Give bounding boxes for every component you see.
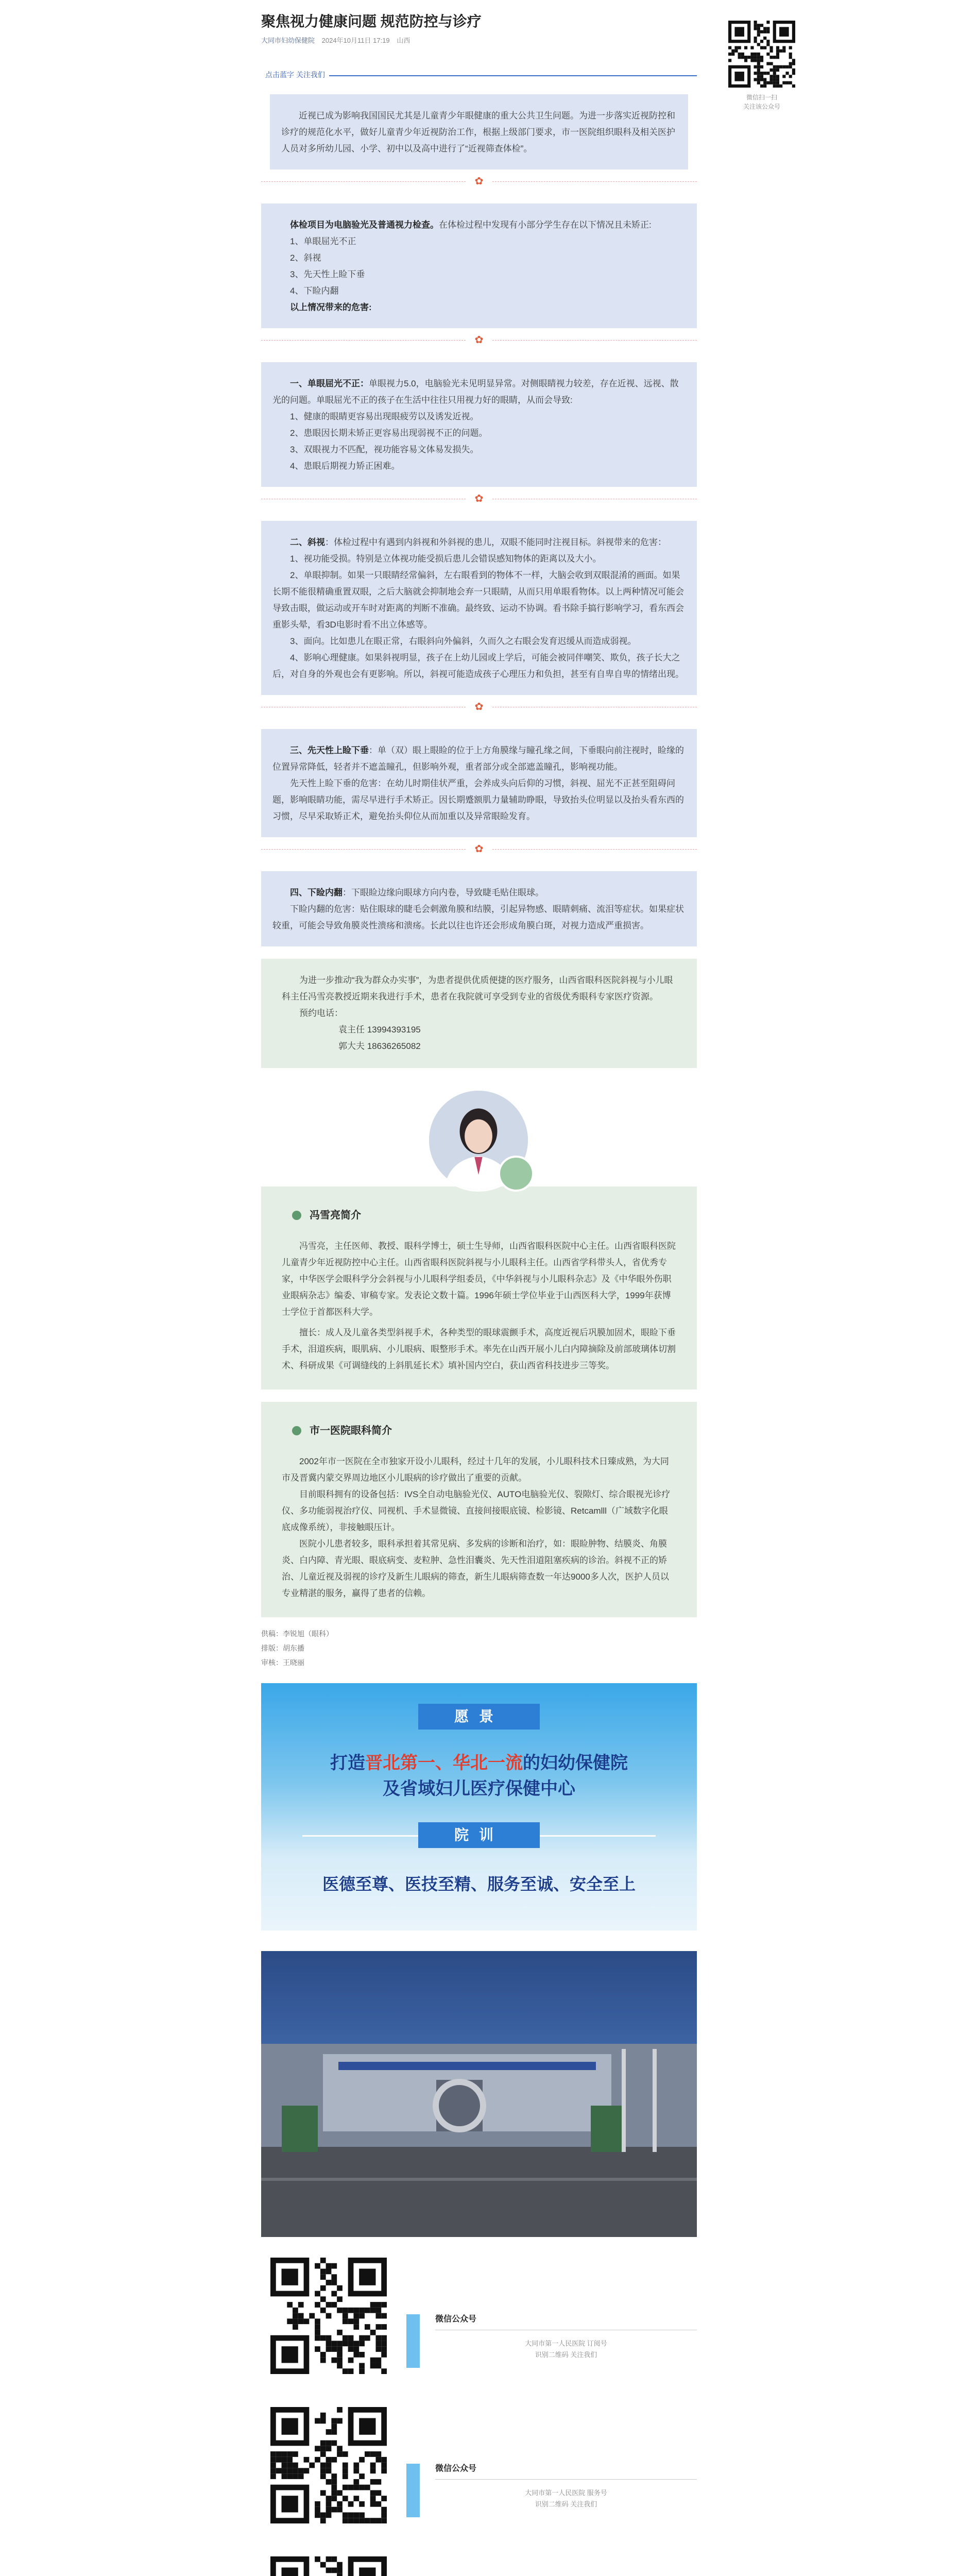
section-3-text: ：单（双）眼上眼睑的位于上方角膜缘与瞳孔缘之间，下垂眼向前注视时，睑缘的位置异常降低，轻者并不遮盖瞳孔，但影响外观，重者部分或全部遮盖瞳孔，影响视功能。 <box>272 745 684 772</box>
list-item: 2、患眼因长期未矫正更容易出现弱视不正的问题。 <box>290 428 488 438</box>
qr-code-icon[interactable] <box>728 21 795 88</box>
side-qr-caption: 微信扫一扫 关注该公众号 <box>743 94 780 110</box>
service-text: 为进一步推动“我为群众办实事”，为患者提供优质便捷的医疗服务，山西省眼科医院斜视与小儿眼科主任冯雪亮教授近期来我进行手术，患者在我院就可享受到专业的省级优秀眼科专家医疗资源。 <box>282 975 673 1002</box>
list-item: 4、下睑内翻 <box>290 286 339 296</box>
publish-location: 山西 <box>397 37 410 44</box>
doctor-photo-area <box>261 1068 697 1187</box>
list-item: 1、健康的眼睛更容易出现眼疲劳以及诱发近视。 <box>290 412 479 421</box>
qr-code-icon[interactable] <box>270 2556 387 2576</box>
contact-phone: 郭大夫 18636265082 <box>338 1041 421 1051</box>
service-block <box>261 959 697 1068</box>
bullet-dot-icon <box>292 1211 301 1220</box>
account-card[interactable] <box>261 2258 697 2386</box>
follow-text: 点击蓝字 关注我们 <box>261 70 329 80</box>
motto-label: 院训 <box>418 1822 540 1848</box>
credits <box>261 1626 697 1670</box>
section-3-block <box>261 729 697 837</box>
profile-block <box>261 1187 697 1389</box>
vision-text <box>261 1750 697 1802</box>
section-2-item: 4、影响心理健康。如果斜视明显，孩子在上幼儿园或上学后，可能会被同伴嘲笑、欺负，孩子长大之后，对自身的外观也会有更影响。所以，斜视可能造成孩子心理压力和负担，甚至有自卑自卑的情绪出现。 <box>272 653 684 679</box>
hospital-title: 市一医院眼科简介 <box>310 1425 392 1436</box>
vision-pre: 打造 <box>330 1753 365 1773</box>
screening-lead: 在体检过程中发现有小部分学生存在以下情况且未矫正: <box>439 220 652 230</box>
section-3-head: 三、先天性上睑下垂 <box>290 745 369 755</box>
section-1-text: 单眼视力5.0，电脑验光未见明显异常。对侧眼睛视力较差，存在近视、远视、散光的问题。单眼屈光不正的孩子在生活中往往只用视力好的眼睛，从而会导致: <box>272 379 679 405</box>
article <box>261 0 697 2576</box>
follow-header <box>261 66 697 84</box>
reserve-label: 预约电话： <box>299 1008 343 1018</box>
flower-icon: ✿ <box>466 492 492 505</box>
hospital-heading <box>292 1422 676 1439</box>
profile-heading <box>292 1207 676 1224</box>
screening-block <box>261 204 697 328</box>
section-2-item: 1、视功能受损。特别是立体视功能受损后患儿会错误感知物体的距离以及大小。 <box>290 554 602 564</box>
article-title: 聚焦视力健康问题 规范防控与诊疗 <box>261 13 482 29</box>
screening-list <box>272 233 686 299</box>
account-desc: 大同市第一人民医院 订阅号 识别二维码 关注我们 <box>525 2340 607 2359</box>
section-divider <box>261 487 697 511</box>
hospital-text: 目前眼科拥有的设备包括：IVS全自动电脑验光仪、AUTO电脑验光仪、裂隙灯、综合眼视光诊疗仪、多功能弱视治疗仪、同视机、手术显微镜、直接间接眼底镜、检影镜、Retcamlll（广域数字化眼底成像系统），非接触眼压计。 <box>282 1489 671 1532</box>
account-name-link[interactable]: 大同市妇幼保健院 <box>261 37 315 44</box>
motto-text: 医德至尊、医技至精、服务至诚、安全至上 <box>322 1875 636 1893</box>
list-item: 2、斜视 <box>290 253 321 263</box>
qr-code-icon[interactable] <box>270 2407 387 2523</box>
section-divider <box>261 328 697 352</box>
account-card[interactable] <box>261 2407 697 2536</box>
profile-specialty: 擅长：成人及儿童各类型斜视手术，各种类型的眼球震颤手术，高度近视后巩膜加固术，眼睑下垂手术，泪道疾病，眼肌病、小儿眼病、眼整形手术。率先在山西开展小儿白内障摘除及前部玻璃体切割术、科研成果《可调缝线的上斜肌延长术》填补国内空白，获山西省科技进步三等奖。 <box>282 1328 676 1370</box>
profile-title: 冯雪亮简介 <box>310 1210 361 1221</box>
side-qr-panel <box>723 21 800 111</box>
section-3-harm: 先天性上睑下垂的危害：在幼儿时期佳状严重，会养成头向后仰的习惯，斜视、屈光不正甚至阻碍问题，影响眼睛功能，需尽早进行手术矫正。因长期蹙额肌力量辅助睁眼，导致抬头位明显以及抬头看东西的习惯，尽早采取矫正术，避免抬头仰位从而加重以及异常眼睑发育。 <box>272 778 684 821</box>
section-1-head: 一、单眼屈光不正： <box>290 379 369 388</box>
qr-code-icon[interactable] <box>270 2258 387 2374</box>
section-2-text: ：体检过程中有遇到内斜视和外斜视的患儿，双眼不能同时注视目标。斜视带来的危害： <box>325 537 666 547</box>
section-2-item: 3、面向。比如患儿在眼正常，右眼斜向外偏斜，久而久之右眼会发育迟缓从而造成弱视。 <box>290 636 637 646</box>
hospital-text: 医院小儿患者较多，眼科承担着其常见病、多发病的诊断和治疗，如：眼睑肿物、结膜炎、角膜炎、白内障、青光眼、眼底病变、麦粒肿、急性泪囊炎、先天性泪道阻塞疾病的诊治。斜视不正的矫治、儿童近视及弱视的诊疗及新生儿眼病的筛查，新生儿眼病筛查数一年达9000多人次，医护人员以专业精湛的服务，赢得了患者的信赖。 <box>282 1539 669 1598</box>
article-meta <box>261 35 697 45</box>
section-1-block <box>261 362 697 487</box>
bullet-dot-icon <box>292 1426 301 1435</box>
hospital-vision-banner <box>261 1683 697 1930</box>
vision-post: 的妇幼保健院 <box>523 1753 628 1773</box>
decorative-circle <box>498 1156 534 1192</box>
intro-block <box>270 94 688 170</box>
hospital-text: 2002年市一医院在全市独家开设小儿眼科，经过十几年的发展，小儿眼科技术日臻成熟，为大同市及晋冀内蒙交界周边地区小儿眼病的诊疗做出了重要的贡献。 <box>282 1456 669 1483</box>
section-2-head: 二、斜视 <box>290 537 325 547</box>
section-divider <box>261 837 697 861</box>
hospital-building-photo <box>261 1951 697 2237</box>
section-2-block <box>261 521 697 695</box>
flower-icon: ✿ <box>466 175 492 188</box>
section-4-harm: 下睑内翻的危害：贴住眼球的睫毛会刺激角膜和结膜，引起异物感、眼睛刺痛、流泪等症状。如果症状较重，可能会导致角膜炎性溃疡和溃疡。长此以往也许还会形成角膜白斑，对视力造成严重损害。 <box>272 904 684 930</box>
flower-icon: ✿ <box>466 842 492 856</box>
account-type: 微信公众号 <box>435 2464 477 2473</box>
credit-line: 排版：胡东播 <box>261 1644 304 1652</box>
section-4-block <box>261 871 697 946</box>
profile-bio: 冯雪亮，主任医师、教授、眼科学博士，硕士生导师，山西省眼科医院中心主任。山西省眼科医院儿童青少年近视防控中心主任。山西省眼科医院斜视与小儿眼科主任。山西省学科带头人，省优秀专家，中华医学会眼科学分会斜视与小儿眼科学组委员，《中华斜视与小儿眼科杂志》及《中华眼外伤职业眼病杂志》编委、审稿专家。发表论文数十篇。1996年硕士学位毕业于山西医科大学，1999年获博士学位于首都医科大学。 <box>282 1241 676 1317</box>
intro-text: 近视已成为影响我国国民尤其是儿童青少年眼健康的重大公共卫生问题。为进一步落实近视防控和诊疗的规范化水平，做好儿童青少年近视防治工作，根据上级部门要求，市一医院组织眼科及相关医护人员对多所幼儿园、小学、初中以及高中进行了“近视筛查体检”。 <box>281 111 675 154</box>
list-item: 3、先天性上睑下垂 <box>290 269 365 279</box>
publish-date: 2024年10月11日 17:19 <box>321 37 390 44</box>
list-item: 3、双眼视力不匹配，视功能容易文体易发损失。 <box>290 445 479 454</box>
screening-closing: 以上情况带来的危害: <box>290 302 372 312</box>
vision-line-2: 及省域妇儿医疗保健中心 <box>383 1779 575 1799</box>
section-1-list <box>272 409 686 474</box>
account-card[interactable] <box>261 2556 697 2576</box>
section-4-head: 四、下睑内翻 <box>290 888 343 897</box>
flower-icon: ✿ <box>466 700 492 714</box>
credit-line: 供稿：李锐旭（眼科） <box>261 1630 333 1638</box>
section-divider <box>261 695 697 719</box>
account-desc: 大同市第一人民医院 服务号 识别二维码 关注我们 <box>525 2489 607 2508</box>
section-divider <box>261 170 697 193</box>
list-item: 1、单眼屈光不正 <box>290 236 356 246</box>
contact-phone: 袁主任 13994393195 <box>338 1025 421 1035</box>
account-type: 微信公众号 <box>435 2315 477 2324</box>
credit-line: 审核：王晓丽 <box>261 1658 304 1667</box>
vision-label: 愿景 <box>418 1704 540 1730</box>
section-4-text: ：下眼睑边缘向眼球方向内卷，导致睫毛贴住眼球。 <box>343 888 544 897</box>
vision-highlight: 晋北第一、华北一流 <box>365 1753 523 1773</box>
accent-bar <box>406 2314 420 2368</box>
accent-bar <box>406 2464 420 2517</box>
flower-icon: ✿ <box>466 333 492 347</box>
card-divider <box>435 2479 697 2480</box>
screening-lead-bold: 体检项目为电脑验光及普通视力检查。 <box>290 220 439 230</box>
hospital-block <box>261 1402 697 1617</box>
list-item: 4、患眼后期视力矫正困难。 <box>290 461 400 471</box>
section-2-item: 2、单眼抑制。如果一只眼睛经常偏斜，左右眼看到的物体不一样，大脑会收到双眼混淆的画面。如果长期不能很精确重置双眼，之后大脑就会抑制地会弃一只眼睛，从而只用单眼看物体。以上两种情况可能会导致击眼，做运动或开车时对距离的判断不准确。最终致、运动不协调。看书除手搞行影响学习，看东西会重影头晕，看3D电影时看不出立体感等。 <box>272 570 684 630</box>
